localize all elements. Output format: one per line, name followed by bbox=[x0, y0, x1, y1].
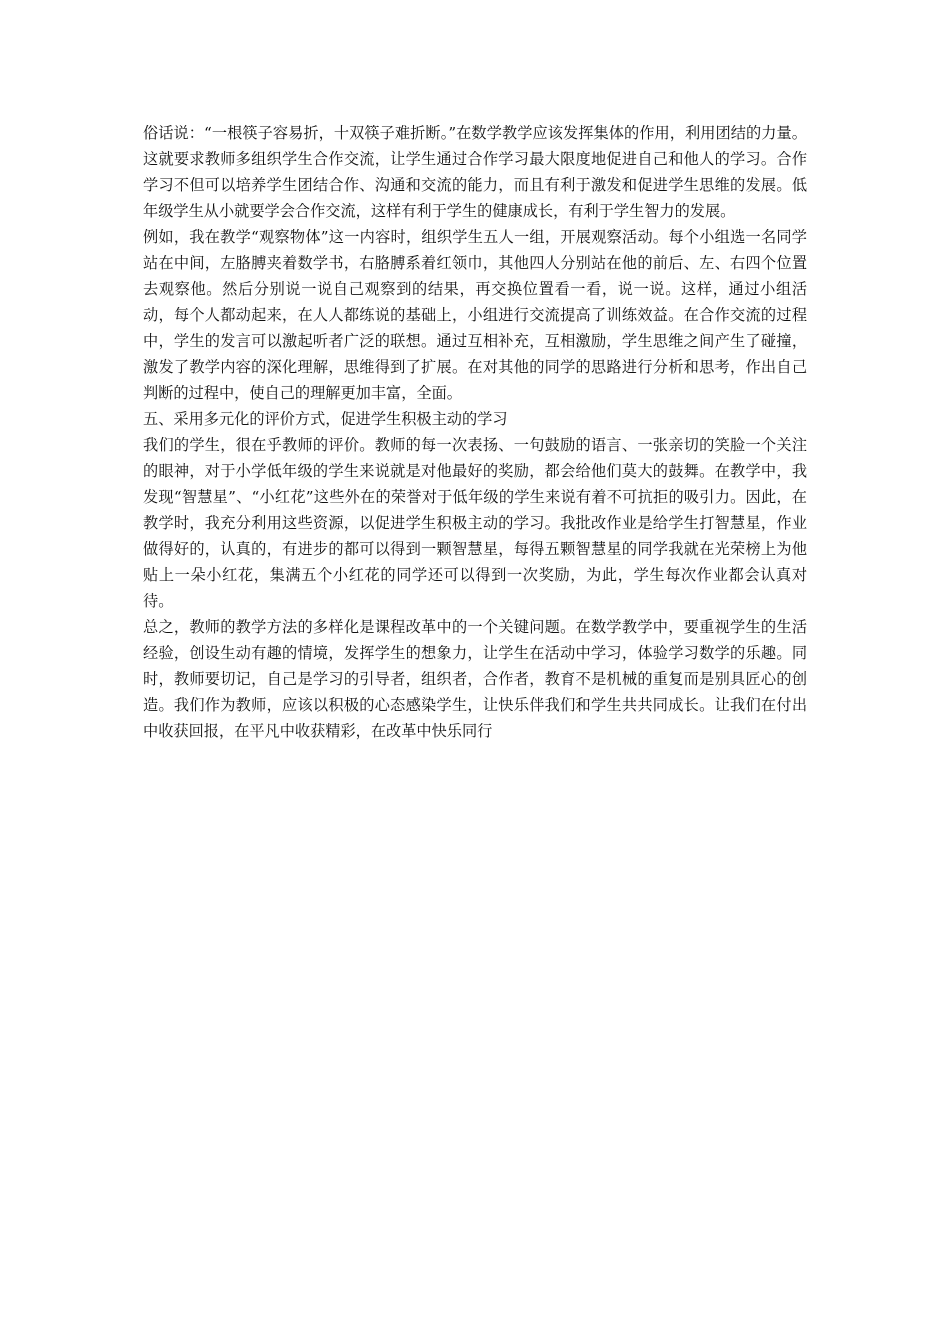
document-body bbox=[143, 120, 807, 744]
paragraph-cooperation-intro: 俗话说：“一根筷子容易折，十双筷子难折断。”在数学教学应该发挥集体的作用，利用团结的力量。这就要求教师多组织学生合作交流，让学生通过合作学习最大限度地促进自己和他人的学习。合作学习不但可以培养学生团结合作、沟通和交流的能力，而且有利于激发和促进学生思维的发展。低年级学生从小就要学会合作交流，这样有利于学生的健康成长，有利于学生智力的发展。 bbox=[143, 124, 807, 220]
paragraph-observation-example: 例如，我在教学“观察物体”这一内容时，组织学生五人一组，开展观察活动。每个小组选一名同学站在中间，左胳膊夹着数学书，右胳膊系着红领巾，其他四人分别站在他的前后、左、右四个位置去观察他。然后分别说一说自己观察到的结果，再交换位置看一看，说一说。这样，通过小组活动，每个人都动起来，在人人都练说的基础上，小组进行交流提高了训练效益。在合作交流的过程中，学生的发言可以激起听者广泛的联想。通过互相补充，互相激励，学生思维之间产生了碰撞，激发了教学内容的深化理解，思维得到了扩展。在对其他的同学的思路进行分析和思考，作出自己判断的过程中，使自己的理解更加丰富，全面。 bbox=[143, 228, 807, 402]
paragraph-conclusion: 总之，教师的教学方法的多样化是课程改革中的一个关键问题。在数学教学中，要重视学生的生活经验，创设生动有趣的情境，发挥学生的想象力，让学生在活动中学习，体验学习数学的乐趣。同时，教师要切记，自己是学习的引导者，组织者，合作者，教育不是机械的重复而是别具匠心的创造。我们作为教师，应该以积极的心态感染学生，让快乐伴我们和学生共共同成长。让我们在付出中收获回报，在平凡中收获精彩，在改革中快乐同行 bbox=[143, 618, 807, 740]
paragraph-evaluation: 我们的学生，很在乎教师的评价。教师的每一次表扬、一句鼓励的语言、一张亲切的笑脸一个关注的眼神，对于小学低年级的学生来说就是对他最好的奖励，都会给他们莫大的鼓舞。在教学中，我发现“智慧星”、“小红花”这些外在的荣誉对于低年级的学生来说有着不可抗拒的吸引力。因此，在教学时，我充分利用这些资源，以促进学生积极主动的学习。我批改作业是给学生打智慧星，作业做得好的，认真的，有进步的都可以得到一颗智慧星，每得五颗智慧星的同学我就在光荣榜上为他贴上一朵小红花，集满五个小红花的同学还可以得到一次奖励，为此，学生每次作业都会认真对待。 bbox=[143, 436, 807, 610]
section-heading-evaluation: 五、采用多元化的评价方式，促进学生积极主动的学习 bbox=[143, 410, 508, 428]
